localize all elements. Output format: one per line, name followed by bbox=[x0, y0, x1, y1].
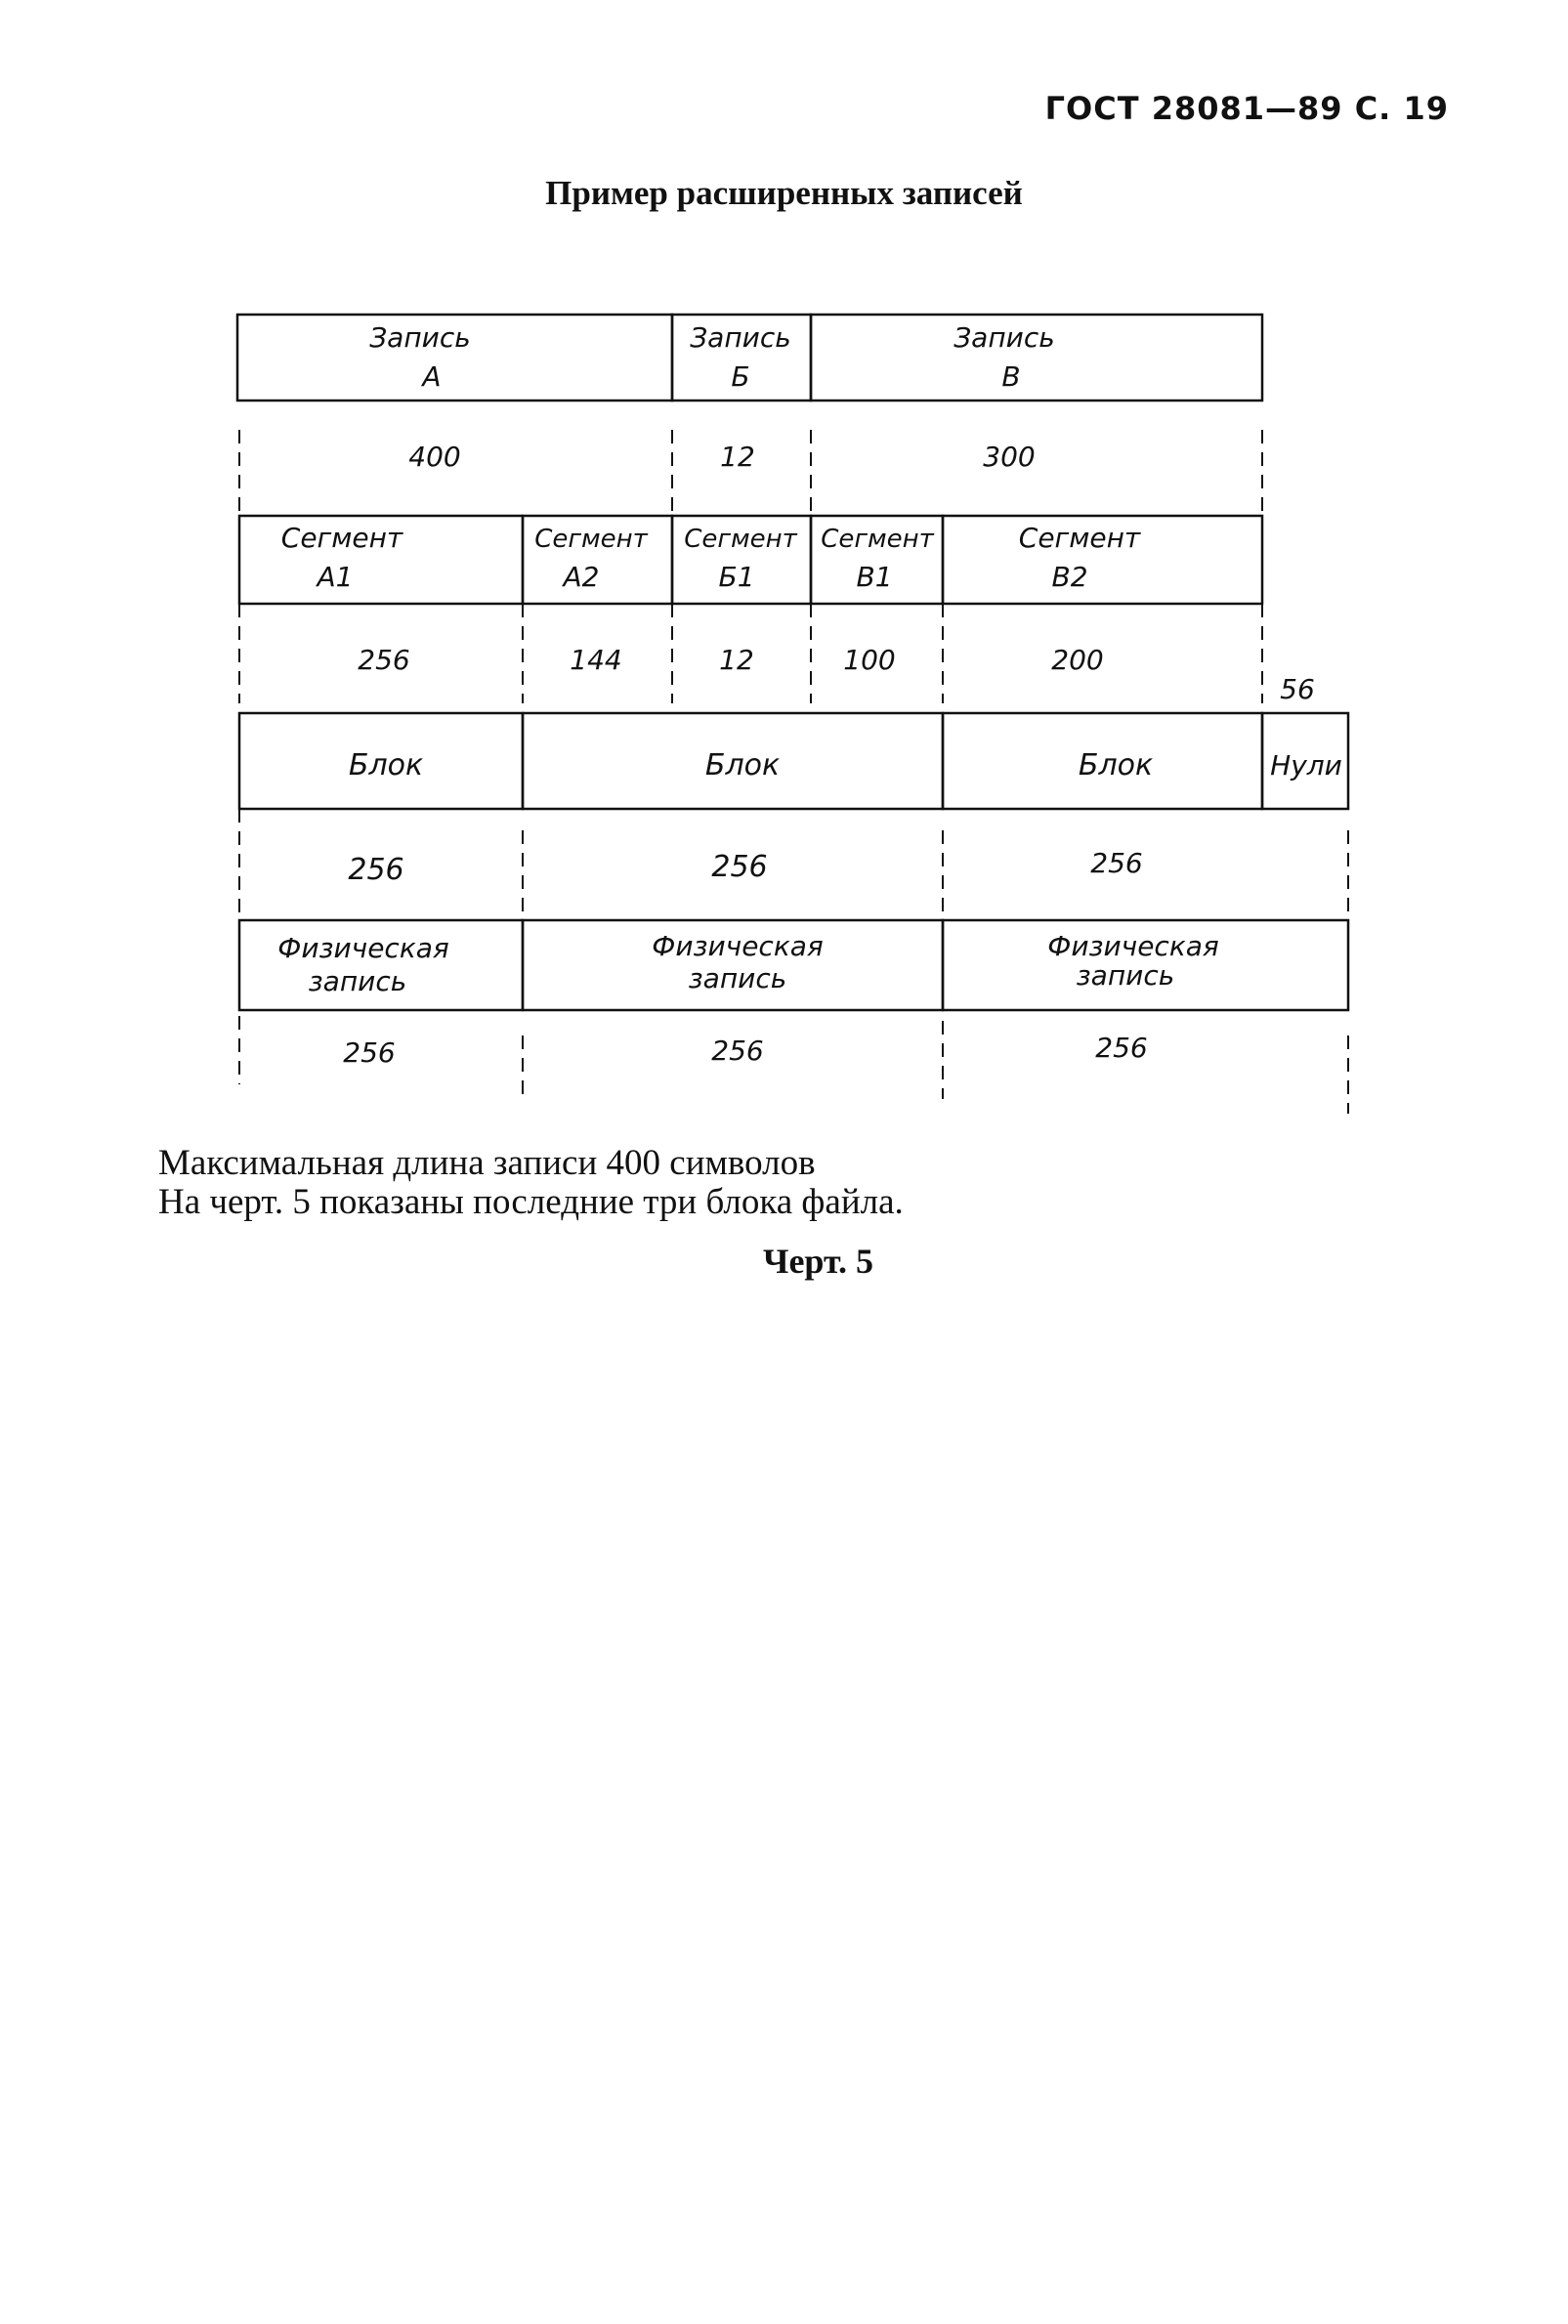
zeros-length: 56 bbox=[1280, 673, 1315, 705]
segment-label-name: Сегмент bbox=[821, 525, 934, 554]
record-length: 12 bbox=[720, 441, 755, 473]
segment-length: 12 bbox=[719, 644, 754, 676]
figure-caption: Черт. 5 bbox=[763, 1242, 873, 1281]
figure-title: Пример расширенных записей bbox=[545, 174, 1023, 212]
record-label-letter: Б bbox=[731, 360, 750, 393]
segment-length: 256 bbox=[358, 644, 410, 676]
record-structure-diagram bbox=[0, 0, 1568, 1153]
physical-label-line2: запись bbox=[308, 965, 407, 997]
physical-label-line1: Физическая bbox=[652, 930, 824, 962]
record-label-name: Запись bbox=[369, 321, 471, 354]
zeros-label: Нули bbox=[1270, 749, 1342, 782]
record-label-name: Запись bbox=[690, 321, 791, 354]
physical-length: 256 bbox=[343, 1036, 396, 1069]
physical-label-line2: запись bbox=[1076, 959, 1175, 992]
segment-label-id: А1 bbox=[317, 561, 354, 593]
physical-length: 256 bbox=[1095, 1032, 1148, 1064]
segment-label-id: Б1 bbox=[718, 561, 755, 593]
segment-length: 144 bbox=[570, 644, 622, 676]
block-label: Блок bbox=[348, 748, 424, 782]
segment-label-id: В1 bbox=[856, 561, 893, 593]
segment-label-name: Сегмент bbox=[280, 522, 403, 554]
record-label-letter: В bbox=[1001, 360, 1021, 393]
note-max-length: Максимальная длина записи 400 символов bbox=[158, 1143, 816, 1183]
segment-label-id: А2 bbox=[563, 561, 600, 593]
note-last-blocks: На черт. 5 показаны последние три блока файла. bbox=[158, 1182, 904, 1222]
record-length: 400 bbox=[408, 441, 461, 473]
segment-label-name: Сегмент bbox=[1018, 522, 1141, 554]
block-label: Блок bbox=[704, 748, 781, 782]
segment-length: 100 bbox=[843, 644, 896, 676]
record-label-letter: А bbox=[422, 360, 442, 393]
physical-label-line1: Физическая bbox=[277, 932, 449, 964]
record-length: 300 bbox=[983, 441, 1036, 473]
segment-label-id: В2 bbox=[1051, 561, 1088, 593]
segment-label-name: Сегмент bbox=[534, 525, 648, 554]
block-label: Блок bbox=[1078, 748, 1154, 782]
segment-length: 200 bbox=[1051, 644, 1104, 676]
record-label-name: Запись bbox=[954, 321, 1055, 354]
physical-label-line2: запись bbox=[688, 962, 787, 994]
segment-label-name: Сегмент bbox=[684, 525, 797, 554]
physical-label-line1: Физическая bbox=[1047, 930, 1219, 962]
block-length: 256 bbox=[711, 850, 768, 884]
block-length: 256 bbox=[348, 853, 404, 887]
physical-length: 256 bbox=[711, 1035, 764, 1067]
block-length: 256 bbox=[1090, 847, 1143, 879]
page-header: ГОСТ 28081—89 С. 19 bbox=[1044, 90, 1449, 127]
